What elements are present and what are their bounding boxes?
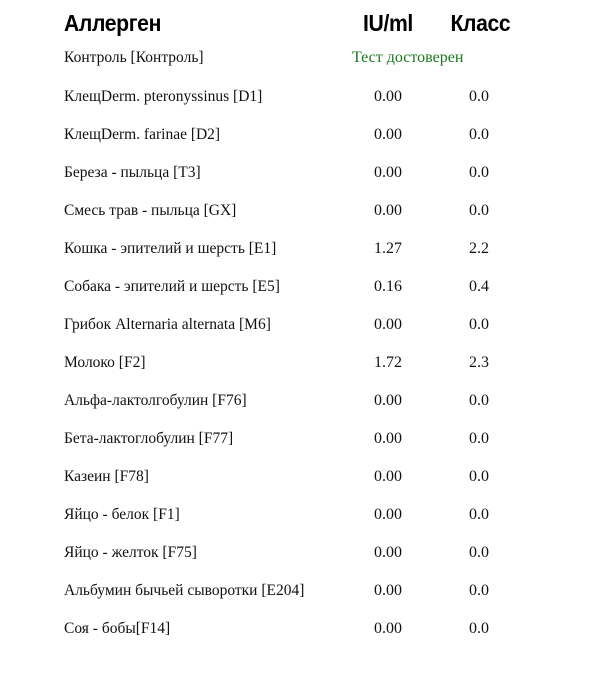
cell-class: 0.0 [469, 506, 489, 523]
cell-iu-ml: 0.00 [374, 164, 402, 181]
cell-allergen: Соя - бобы[F14] [64, 620, 171, 637]
table-row [0, 616, 615, 646]
cell-iu-ml: 0.00 [374, 88, 402, 105]
cell-iu-ml: 0.00 [374, 202, 402, 219]
cell-class: 2.2 [469, 240, 489, 257]
column-header-class: Класс [450, 10, 511, 36]
cell-allergen: Собака - эпителий и шерсть [E5] [64, 278, 280, 295]
table-row [0, 122, 615, 152]
cell-iu-ml: 1.72 [374, 354, 402, 371]
cell-iu-ml: 1.27 [374, 240, 402, 257]
cell-iu-ml: 0.00 [374, 620, 402, 637]
column-header-iu-ml: IU/ml [363, 10, 413, 36]
cell-allergen: КлещDerm. farinae [D2] [64, 126, 221, 143]
table-row [0, 388, 615, 418]
table-header-row [0, 8, 615, 40]
table-row [0, 578, 615, 608]
table-row [0, 540, 615, 570]
cell-iu-ml: 0.00 [374, 468, 402, 485]
cell-allergen: Смесь трав - пыльца [GX] [64, 202, 237, 219]
cell-allergen: Грибок Alternaria alternata [M6] [64, 316, 271, 333]
cell-allergen: Яйцо - белок [F1] [64, 506, 180, 523]
table-row [0, 84, 615, 114]
cell-class: 0.0 [469, 582, 489, 599]
cell-allergen: Яйцо - желток [F75] [64, 544, 197, 561]
cell-class: 0.0 [469, 88, 489, 105]
cell-class: 0.0 [469, 316, 489, 333]
table-row [0, 350, 615, 380]
cell-allergen: Альфа-лактолгобулин [F76] [64, 392, 247, 409]
column-header-allergen: Аллерген [64, 10, 162, 36]
cell-iu-ml: 0.00 [374, 582, 402, 599]
control-row [0, 46, 615, 72]
cell-allergen: Бета-лактоглобулин [F77] [64, 430, 234, 447]
cell-allergen: Кошка - эпителий и шерсть [E1] [64, 240, 277, 257]
table-row [0, 198, 615, 228]
cell-allergen: Береза - пыльца [T3] [64, 164, 201, 181]
table-row [0, 426, 615, 456]
cell-class: 0.0 [469, 392, 489, 409]
cell-allergen: Альбумин бычьей сыворотки [E204] [64, 582, 305, 599]
cell-allergen: Молоко [F2] [64, 354, 146, 371]
cell-class: 0.0 [469, 126, 489, 143]
cell-iu-ml: 0.00 [374, 392, 402, 409]
cell-allergen: КлещDerm. pteronyssinus [D1] [64, 88, 263, 105]
cell-class: 0.0 [469, 164, 489, 181]
cell-iu-ml: 0.00 [374, 316, 402, 333]
control-label: Контроль [Контроль] [64, 49, 204, 66]
table-row [0, 236, 615, 266]
cell-class: 0.0 [469, 468, 489, 485]
cell-class: 0.4 [469, 278, 489, 295]
cell-iu-ml: 0.00 [374, 126, 402, 143]
cell-class: 0.0 [469, 202, 489, 219]
table-row [0, 274, 615, 304]
cell-class: 0.0 [469, 544, 489, 561]
cell-iu-ml: 0.16 [374, 278, 402, 295]
cell-iu-ml: 0.00 [374, 544, 402, 561]
table-row [0, 160, 615, 190]
table-row [0, 312, 615, 342]
table-row [0, 464, 615, 494]
cell-iu-ml: 0.00 [374, 506, 402, 523]
test-validity-status: Тест достоверен [352, 49, 464, 66]
cell-class: 0.0 [469, 430, 489, 447]
table-row [0, 502, 615, 532]
cell-class: 0.0 [469, 620, 489, 637]
cell-allergen: Казеин [F78] [64, 468, 149, 485]
cell-iu-ml: 0.00 [374, 430, 402, 447]
cell-class: 2.3 [469, 354, 489, 371]
